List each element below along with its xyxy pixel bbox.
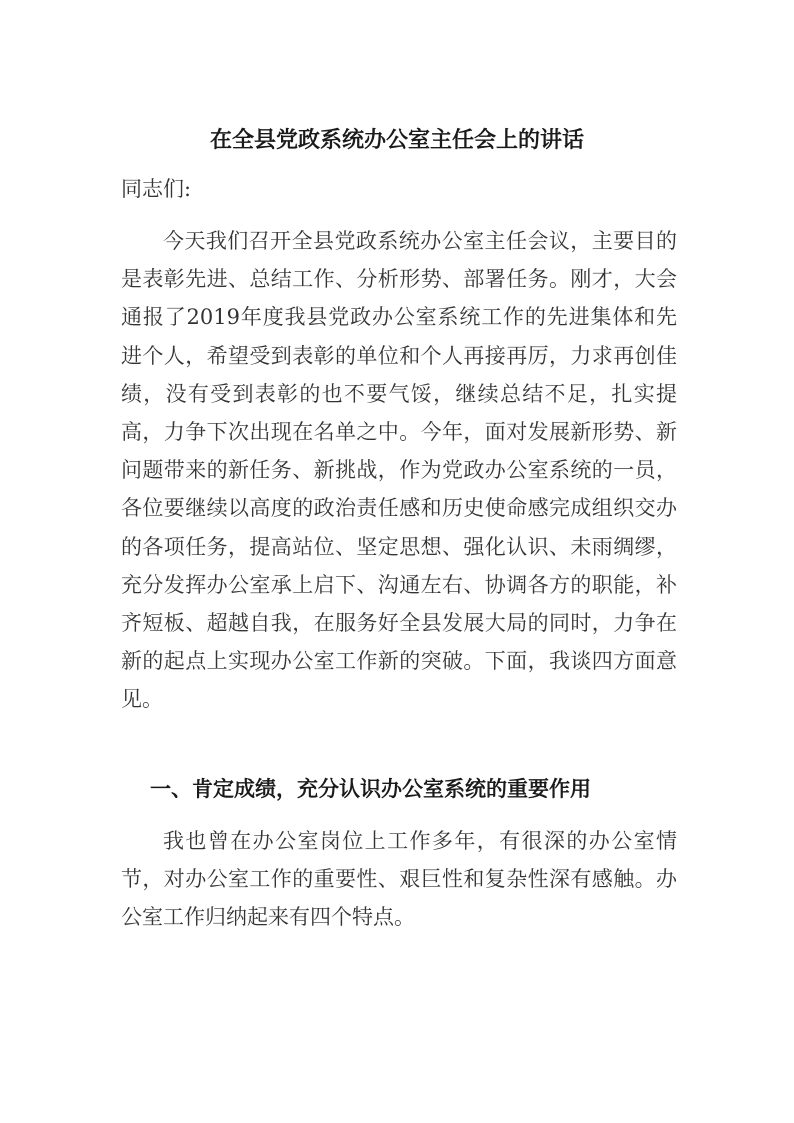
document-title: 在全县党政系统办公室主任会上的讲话	[209, 128, 584, 153]
salutation: 同志们:	[121, 177, 192, 201]
paragraph-intro: 今天我们召开全县党政系统办公室主任会议，主要目的是表彰先进、总结工作、分析形势、部署任务。刚才，大会通报了2019年度我县党政办公室系统工作的先进集体和先进个人，希望受到表彰的单位和个人再接再厉，力求再创佳绩，没有受到表彰的也不要气馁，继续总结不足，扎实提高，力争下次出现在名单之中。今年，面对发展新形势、新问题带来的新任务、新挑战，作为党政办公室系统的一员，各位要继续以高度的政治责任感和历史使命感完成组织交办的各项任务，提高站位、坚定思想、强化认识、未雨绸缪，充分发挥办公室承上启下、沟通左右、协调各方的职能，补齐短板、超越自我，在服务好全县发展大局的同时，力争在新的起点上实现办公室工作新的突破。下面，我谈四方面意见。	[121, 229, 677, 712]
section-heading: 一、肯定成绩，充分认识办公室系统的重要作用	[150, 777, 591, 801]
paragraph-section-one: 我也曾在办公室岗位上工作多年，有很深的办公室情节，对办公室工作的重要性、艰巨性和复杂性深有感触。办公室工作归纳起来有四个特点。	[121, 829, 677, 930]
